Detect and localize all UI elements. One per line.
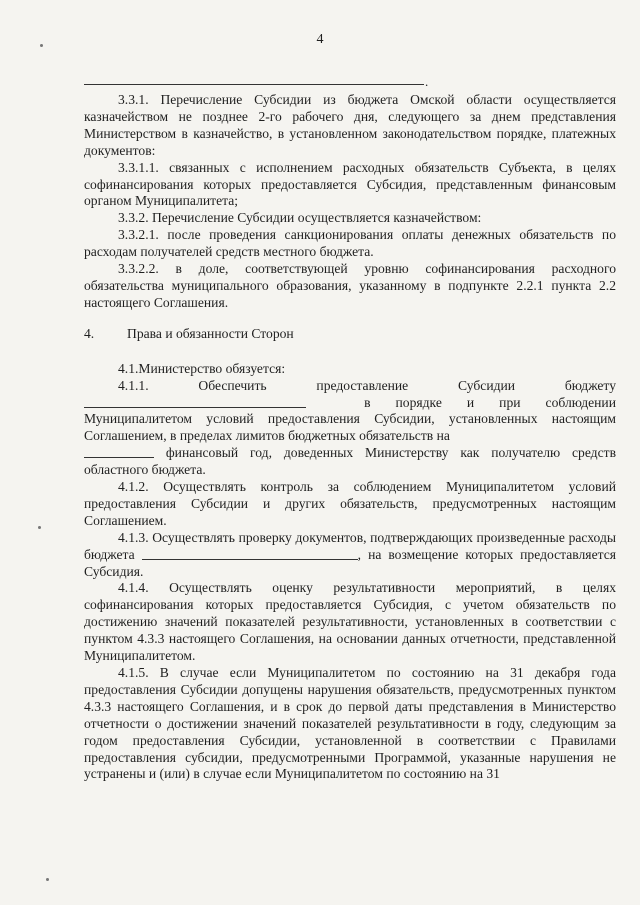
section-title: Права и обязанности Сторон	[127, 325, 294, 341]
paragraph-4-1-1-line2	[84, 395, 616, 412]
scan-speck	[40, 44, 43, 47]
paragraph-4-1-1-tail	[84, 445, 616, 479]
page-number: 4	[316, 32, 324, 47]
paragraph-3-3-1: 3.3.1. Перечисление Субсидии из бюджета Омской области осуществляется казначейством не позднее 2-го рабочего дня, следующего за днем представления Министерством в казначейство, в установленном законодательством порядке, платежных документов:	[84, 92, 616, 158]
section-heading	[84, 326, 616, 343]
paragraph-4-1-1-tail-text: финансовый год, доведенных Министерству как получателю средств областного бюджета.	[84, 445, 616, 478]
paragraph-4-1-4: 4.1.4. Осуществлять оценку результативности мероприятий, в целях софинансирования которых предоставляется Субсидия, с учетом обязательств по достижению значений показателей результативности, установленных в соответствии с пунктом 4.3.3 настоящего Соглашения, на основании данных отчетности, представленной Муниципалитетом.	[84, 580, 616, 664]
blank-budget-expenses	[142, 558, 358, 560]
paragraph-3-3-2: 3.3.2. Перечисление Субсидии осуществляется казначейством:	[118, 210, 482, 226]
document-body	[84, 92, 616, 783]
paragraph-4-1-2: 4.1.2. Осуществлять контроль за соблюдением Муниципалитетом условий предоставления Субсидии и других обязательств, предусмотренных настоящим Соглашением.	[84, 479, 616, 528]
comma-mark: ,	[357, 546, 362, 562]
paragraph-4-1-5: 4.1.5. В случае если Муниципалитетом по состоянию на 31 декабря года предоставления Субсидии допущены нарушения обязательств, предусмотренных пунктом 4.3.3 настоящего Соглашения, и в срок до первой даты представления в Министерство отчетности о достижении значений показателей результативности в году, следующим за годом предоставления Субсидии, установленной в соответствии с Правилами предоставления субсидии, предусмотренными Программой, указанные нарушения не устранены и (или) в случае если Муниципалитетом по состоянию на 31	[84, 665, 616, 782]
paragraph-3-3-1-1: 3.3.1.1. связанных с исполнением расходных обязательств Субъекта, в целях софинансирования которых предоставляется Субсидия, представленным финансовым органом Муниципалитета;	[84, 159, 616, 209]
paragraph-4-1-3-tail: на возмещение которых предоставляется Субсидия.	[84, 546, 616, 579]
section-number: 4.	[84, 325, 95, 341]
paragraph-3-3-2-1: 3.3.2.1. после проведения санкционирования оплаты денежных обязательств по расходам получателей средств местного бюджета.	[84, 227, 616, 260]
paragraph-4-1-1-line1: 4.1.1. Обеспечить предоставление Субсидии бюджету	[118, 377, 616, 393]
paragraph-4-1-1-body: Муниципалитетом условий предоставления Субсидии, установленных настоящим Соглашением, в пределах лимитов бюджетных обязательств на	[84, 411, 616, 444]
paragraph-3-3-2-2: 3.3.2.2. в доле, соответствующей уровню софинансирования расходного обязательства муниципального образования, указанному в подпункте 2.2.1 пункта 2.2 настоящего Соглашения.	[84, 261, 616, 310]
paragraph-4-1: 4.1.Министерство обязуется:	[118, 360, 286, 376]
blank-year	[84, 456, 154, 458]
paragraph-4-1-1-line2-text: в порядке и при соблюдении	[364, 394, 616, 410]
scan-speck	[46, 878, 49, 881]
fill-in-blank-line	[84, 84, 424, 85]
scan-speck	[38, 526, 41, 529]
period-mark: .	[425, 74, 429, 89]
paragraph-4-1-3-text: 4.1.3. Осуществлять проверку документов, подтверждающих произведенные расходы бюджета	[84, 529, 616, 562]
blank-budget-name	[84, 406, 306, 408]
paragraph-4-1-3	[84, 530, 616, 581]
